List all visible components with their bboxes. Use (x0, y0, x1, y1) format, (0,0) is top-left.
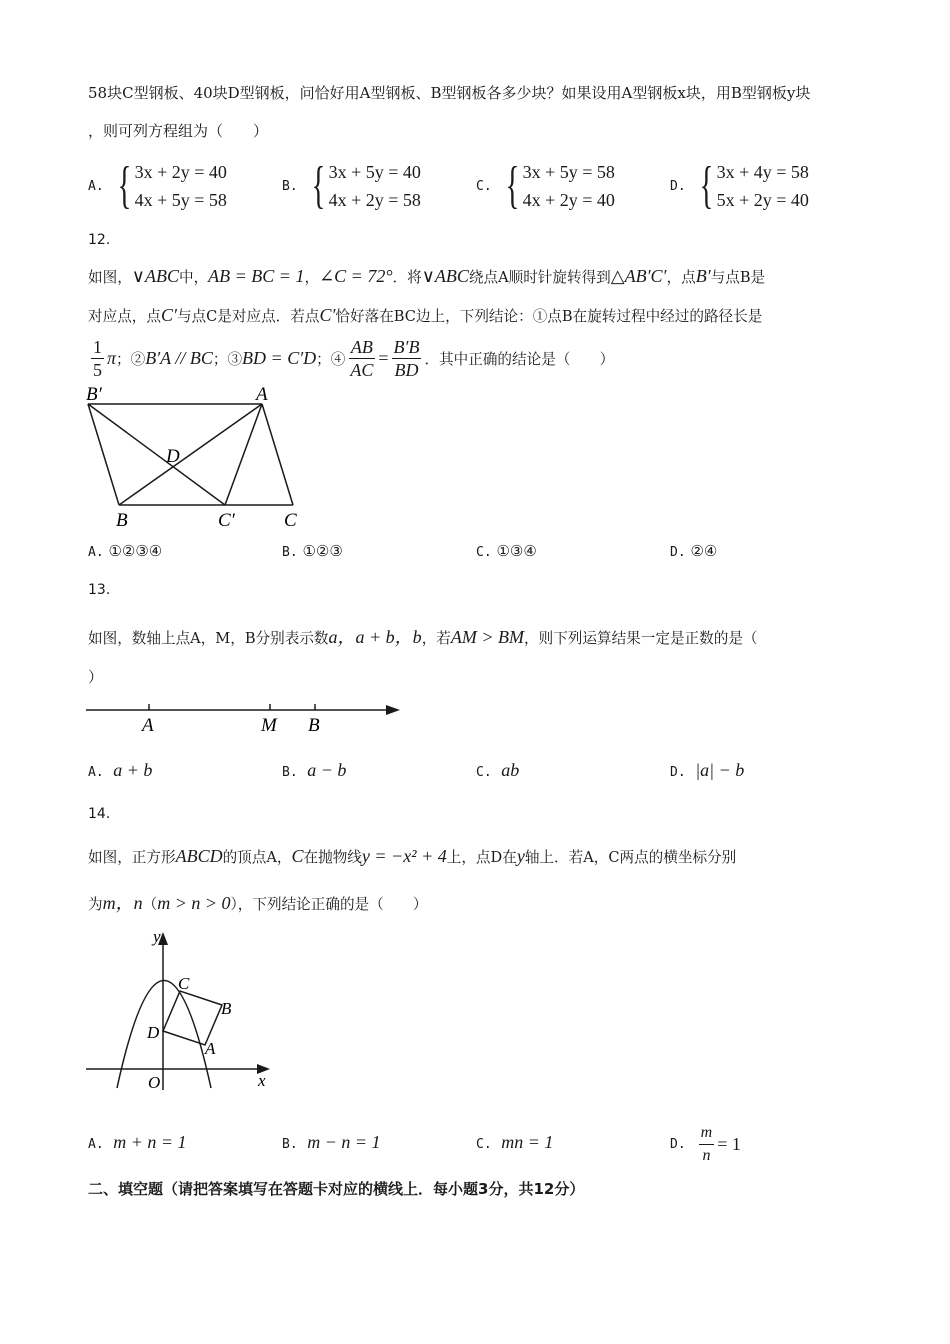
option-label: B. (282, 1137, 298, 1152)
label-y: y (153, 927, 161, 946)
q13-option-a[interactable] (88, 760, 152, 781)
q12-line1 (88, 266, 765, 287)
numerator: AB (350, 337, 373, 357)
section-heading: 二、填空题（请把答案填写在答题卡对应的横线上．每小题3分，共12分） (88, 1180, 585, 1198)
option-text: mn = 1 (501, 1132, 554, 1152)
label-d: D (166, 446, 180, 467)
math: AB = BC = 1 (208, 266, 305, 286)
q12-number: 12. (88, 232, 111, 248)
math: AM > BM (450, 627, 525, 647)
text: 为 (88, 896, 103, 913)
text: ），下列结论正确的是（ ） (230, 896, 428, 913)
text: 中， (178, 269, 209, 286)
option-text: a − b (307, 760, 347, 780)
math: B′A // BC (145, 348, 213, 368)
denominator: n (702, 1147, 711, 1164)
brace-icon: { (117, 157, 132, 214)
text: 轴上．若A，C两点的横坐标分别 (524, 849, 737, 866)
option-text: = 1 (717, 1134, 741, 1154)
math: π (107, 348, 117, 368)
equation: 3x + 5y = 58 (522, 162, 615, 182)
option-label: D. (670, 765, 686, 780)
q13-number-line (86, 696, 406, 738)
text: ；② (116, 351, 146, 368)
q14-option-c[interactable] (476, 1132, 553, 1153)
option-label: D. (670, 178, 686, 194)
option-text: m − n = 1 (307, 1132, 381, 1152)
numerator: m (699, 1122, 715, 1145)
q13-option-c[interactable] (476, 760, 519, 781)
equation: 3x + 2y = 40 (134, 162, 227, 182)
q12-option-c[interactable] (476, 542, 537, 560)
math: C′ (160, 305, 177, 325)
q11-option-d[interactable] (670, 158, 809, 214)
fraction (348, 336, 375, 381)
label-b-prime: B′ (86, 384, 102, 405)
label-a: A (142, 715, 154, 736)
fraction (91, 336, 104, 381)
label-a: A (256, 384, 268, 405)
math: ABCD (175, 846, 223, 866)
equation: 5x + 2y = 40 (716, 190, 809, 210)
label-x: x (258, 1071, 266, 1090)
label-o: O (148, 1073, 161, 1092)
text: ， (304, 269, 320, 286)
option-label: A. (88, 765, 104, 780)
text: 与点B是 (710, 269, 766, 286)
text: ；③ (212, 351, 243, 368)
denominator: AC (350, 360, 374, 380)
q14-line1 (88, 846, 736, 867)
text: ，若 (421, 630, 451, 647)
label-d: D (147, 1023, 160, 1042)
brace-icon: { (699, 157, 714, 214)
text: ，则下列运算结果一定是正数的是（ (524, 630, 758, 647)
math: y (516, 846, 525, 866)
label-b: B (221, 999, 232, 1018)
text: （ (142, 896, 158, 913)
q13-option-b[interactable] (282, 760, 346, 781)
option-label: C. (476, 765, 492, 780)
text: 如图，数轴上点A，M，B分别表示数 (88, 630, 329, 647)
text: ．其中正确的结论是（ ） (424, 351, 615, 368)
numerator: B′B (393, 337, 420, 357)
q12-figure (82, 384, 312, 534)
math: m，n (102, 893, 143, 913)
q11-line2: ，则可列方程组为（ ） (88, 122, 269, 140)
label-c: C (284, 510, 297, 531)
option-label: D. (670, 1137, 686, 1152)
text: ．将 (392, 269, 422, 286)
numerator: 1 (93, 337, 102, 357)
math: C (291, 846, 304, 866)
label-m: M (261, 715, 277, 736)
q14-line2 (88, 889, 428, 915)
q13-line1 (88, 623, 758, 649)
text: 的顶点A， (222, 849, 292, 866)
option-text: ①②③ (302, 542, 343, 560)
label-b: B (116, 510, 128, 531)
label-c-prime: C′ (218, 510, 235, 531)
option-label: B. (282, 765, 298, 780)
brace-icon: { (505, 157, 520, 214)
label-b: B (308, 715, 320, 736)
denominator: BD (394, 360, 419, 380)
option-label: D. (670, 545, 686, 560)
math: ∨ABC (131, 266, 179, 286)
q14-figure (84, 926, 284, 1094)
text: 上，点D在 (446, 849, 517, 866)
option-text: ①③④ (496, 542, 537, 560)
option-label: C. (476, 545, 492, 560)
equation: 3x + 4y = 58 (716, 162, 809, 182)
equation: 4x + 2y = 58 (328, 190, 421, 210)
math: a，a + b，b (328, 627, 422, 647)
q11-line1: 58块C型钢板、40块D型钢板，问恰好用A型钢板、B型钢板各多少块？如果设用A型钢板x块，用B型钢板y块 (88, 84, 811, 102)
math: B′ (695, 266, 711, 286)
option-label: B. (282, 178, 298, 194)
q12-line3 (88, 336, 614, 381)
segment-b1b (88, 404, 119, 505)
text: 与点C是对应点．若点 (176, 308, 320, 325)
math: C′ (319, 305, 336, 325)
q14-number: 14. (88, 806, 111, 822)
q14-option-b[interactable] (282, 1132, 381, 1153)
denominator: 5 (93, 360, 102, 380)
segment-ac1 (225, 404, 262, 505)
option-label: C. (476, 178, 492, 194)
option-text: ab (501, 760, 520, 780)
brace-icon: { (311, 157, 326, 214)
math: BD = C′D (242, 348, 317, 368)
q11-option-c[interactable] (476, 158, 615, 214)
text: ，点 (666, 269, 696, 286)
q14-option-d[interactable] (670, 1122, 741, 1167)
option-text: |a| − b (695, 760, 745, 780)
q11-option-b[interactable] (282, 158, 421, 214)
option-label: A. (88, 1137, 104, 1152)
q13-line2: ） (88, 668, 104, 686)
arrow-right-icon (386, 705, 400, 715)
q13-number: 13. (88, 582, 111, 598)
q12-option-d[interactable] (670, 542, 717, 560)
text: 如图，正方形 (88, 849, 176, 866)
math: ∠C = 72° (319, 266, 393, 286)
q13-option-d[interactable] (670, 760, 744, 781)
label-a: A (205, 1039, 216, 1058)
equation: 4x + 2y = 40 (522, 190, 615, 210)
q12-option-a[interactable] (88, 542, 162, 560)
q14-option-a[interactable] (88, 1132, 187, 1153)
option-text: a + b (113, 760, 153, 780)
math: m > n > 0 (157, 893, 231, 913)
option-text: ①②③④ (108, 542, 163, 560)
option-text: m + n = 1 (113, 1132, 187, 1152)
q11-option-a[interactable] (88, 158, 227, 214)
text: 恰好落在BC边上，下列结论：①点B在旋转过程中经过的路径长是 (335, 308, 763, 325)
option-label: A. (88, 178, 104, 194)
equation: 3x + 5y = 40 (328, 162, 421, 182)
text: 在抛物线 (303, 849, 362, 866)
text: 绕点A顺时针旋转得到 (468, 269, 611, 286)
equation: 4x + 5y = 58 (134, 190, 227, 210)
option-text: ②④ (690, 542, 718, 560)
q12-line2 (88, 305, 762, 326)
segment-ac (262, 404, 293, 505)
option-label: B. (282, 545, 298, 560)
fraction (699, 1122, 715, 1167)
q12-option-b[interactable] (282, 542, 343, 560)
segment-b1c1 (88, 404, 225, 505)
math: ∨ABC (421, 266, 469, 286)
text: ；④ (316, 351, 346, 368)
math: y = −x² + 4 (361, 846, 447, 866)
math: △AB′C′ (610, 266, 667, 286)
math: = (378, 348, 389, 368)
fraction (392, 336, 422, 381)
option-label: A. (88, 545, 104, 560)
label-c: C (178, 974, 190, 993)
segment-ba (119, 404, 262, 505)
text: 如图， (88, 269, 132, 286)
text: 对应点，点 (88, 308, 161, 325)
option-label: C. (476, 1137, 492, 1152)
